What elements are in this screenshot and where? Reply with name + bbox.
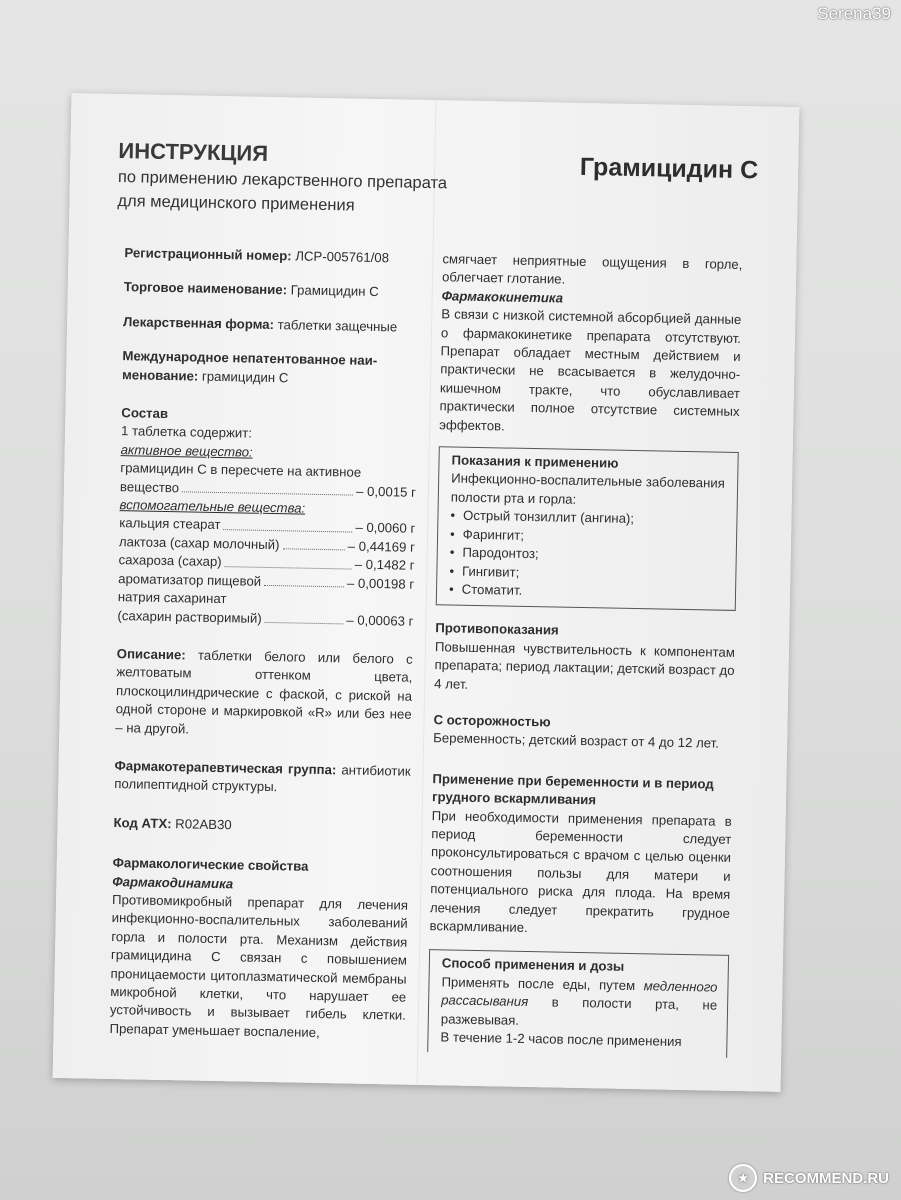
watermark-username: Serena39 xyxy=(817,4,891,23)
left-column xyxy=(109,244,420,1044)
watermark-site-text: RECOMMEND.RU xyxy=(763,1169,889,1187)
dosage-box xyxy=(427,950,729,1059)
contraindications-title: Противопоказания xyxy=(435,620,559,638)
trade-name: Торговое наименование: Грамицидин С xyxy=(123,279,379,300)
pharmacodynamics-title: Фармакодинамика xyxy=(112,873,234,891)
excipient-row: кальция стеарат – 0,0060 г xyxy=(119,515,416,537)
instruction-leaflet xyxy=(53,93,800,1092)
recommend-logo-icon: ★ xyxy=(729,1164,757,1192)
list-item: • Стоматит. xyxy=(449,580,725,604)
excipient-row: сахароза (сахар) – 0,1482 г xyxy=(118,552,415,574)
pharmacological-properties xyxy=(109,854,408,1044)
composition-title: Состав xyxy=(121,405,169,422)
list-item: • Пародонтоз; xyxy=(450,544,726,568)
description: Описание: таблетки белого или белого с желтоватым оттенком цвета, плоскоцилиндрические с фаской, с риской на одной стороне и маркировкой «R» или без нее – на другой. xyxy=(115,645,413,737)
leaflet-header xyxy=(117,138,758,230)
pregnancy-text: При необходимости применения препарата в период беременности следует проконсультироваться с врачом с целью оценки соотношения пользы для матери и потенциального риска для плода. На время лечения следует прекратить грудное вскармливание. xyxy=(429,807,732,936)
excipient-row: ароматизатор пищевой – 0,00198 г xyxy=(118,570,415,592)
active-substance-label: активное вещество: xyxy=(120,441,253,460)
dosage-form: Лекарственная форма: таблетки защечные xyxy=(123,313,398,335)
drug-name-title: Грамицидин С xyxy=(579,152,759,185)
caution-title: С осторожностью xyxy=(433,712,551,730)
atc-code: Код АТХ: R02AB30 xyxy=(113,814,232,833)
composition-section xyxy=(117,404,417,631)
document-title: ИНСТРУКЦИЯ xyxy=(118,138,269,166)
list-item: • Фарингит; xyxy=(450,525,726,549)
indications-text: Инфекционно-воспалительные заболевания полости рта и горла: xyxy=(450,470,725,507)
indications-box xyxy=(436,446,739,611)
pregnancy-title: Применение при беременности и в период грудного вскармливания xyxy=(431,770,714,808)
composition-intro: 1 таблетка содержит: xyxy=(120,423,253,442)
caution-section xyxy=(433,711,734,754)
document-subtitle-line1: по применению лекарственного препарата xyxy=(117,168,448,193)
list-item: • Острый тонзиллит (ангина); xyxy=(450,507,726,531)
pharmacodynamics-text: Противомикробный препарат для лечения инфекционно-воспалительных заболеваний горла и полости рта. Механизм действия грамицидина С связан с повышением проницаемости цитоплазматической мембраны микробной клетки, что нарушает ее устойчивость и вызывает гибель клетки. Препарат уменьшает воспаление, xyxy=(109,891,409,1040)
registration-number: Регистрационный номер: ЛСР-005761/08 xyxy=(124,245,390,266)
indications-title: Показания к применению xyxy=(451,452,619,471)
dosage-text-continued: В течение 1-2 часов после применения xyxy=(440,1029,682,1050)
document-subtitle-line2: для медицинского применения xyxy=(117,192,355,215)
inn-name: Международное непатентованное наи- менование: грамицидин С xyxy=(121,348,378,385)
saccharin-line: натрия сахаринат xyxy=(117,589,227,607)
contraindications-section xyxy=(434,619,735,698)
pharmacodynamics-continued: смягчает неприятные ощущения в горле, облегчает глотание. xyxy=(441,251,743,288)
caution-text: Беременность; детский возраст от 4 до 12 лет. xyxy=(433,730,720,751)
excipient-row: (сахарин растворимый) – 0,00063 г xyxy=(117,607,414,629)
excipients-label: вспомогательные вещества: xyxy=(119,497,306,516)
contraindications-text: Повышенная чувствительность к компонентам препарата; период лактации; детский возраст до 4 лет. xyxy=(434,638,736,692)
watermark-site xyxy=(729,1164,889,1192)
pregnancy-section xyxy=(429,770,732,941)
active-substance-line: грамицидин С в пересчете на активное xyxy=(120,460,362,480)
dosage-title: Способ применения и дозы xyxy=(441,955,625,975)
properties-title: Фармакологические свойства xyxy=(112,855,309,874)
right-column xyxy=(427,250,742,1058)
list-item: • Гингивит; xyxy=(449,562,725,586)
indications-list xyxy=(449,507,727,604)
dosage-text: Применять после еды, путем медленного рассасывания в полости рта, не разжевывая. xyxy=(440,974,718,1028)
excipient-row: лактоза (сахар молочный) – 0,44169 г xyxy=(118,533,416,555)
pharmacokinetics-text: В связи с низкой системной абсорбцией данные о фармакокинетике препарата отсутствуют. Препарат обладает местным действием и практически не всасывается в желудочно-кишечном тракте, что обуславливает практически полное отсутствие системных эффектов. xyxy=(439,306,742,434)
active-substance-row: вещество – 0,0015 г xyxy=(119,478,417,500)
pharmacokinetics-title: Фармакокинетика xyxy=(441,288,564,306)
pharmacotherapeutic-group: Фармакотерапевтическая группа: антибиотик полипептидной структуры. xyxy=(114,757,411,795)
